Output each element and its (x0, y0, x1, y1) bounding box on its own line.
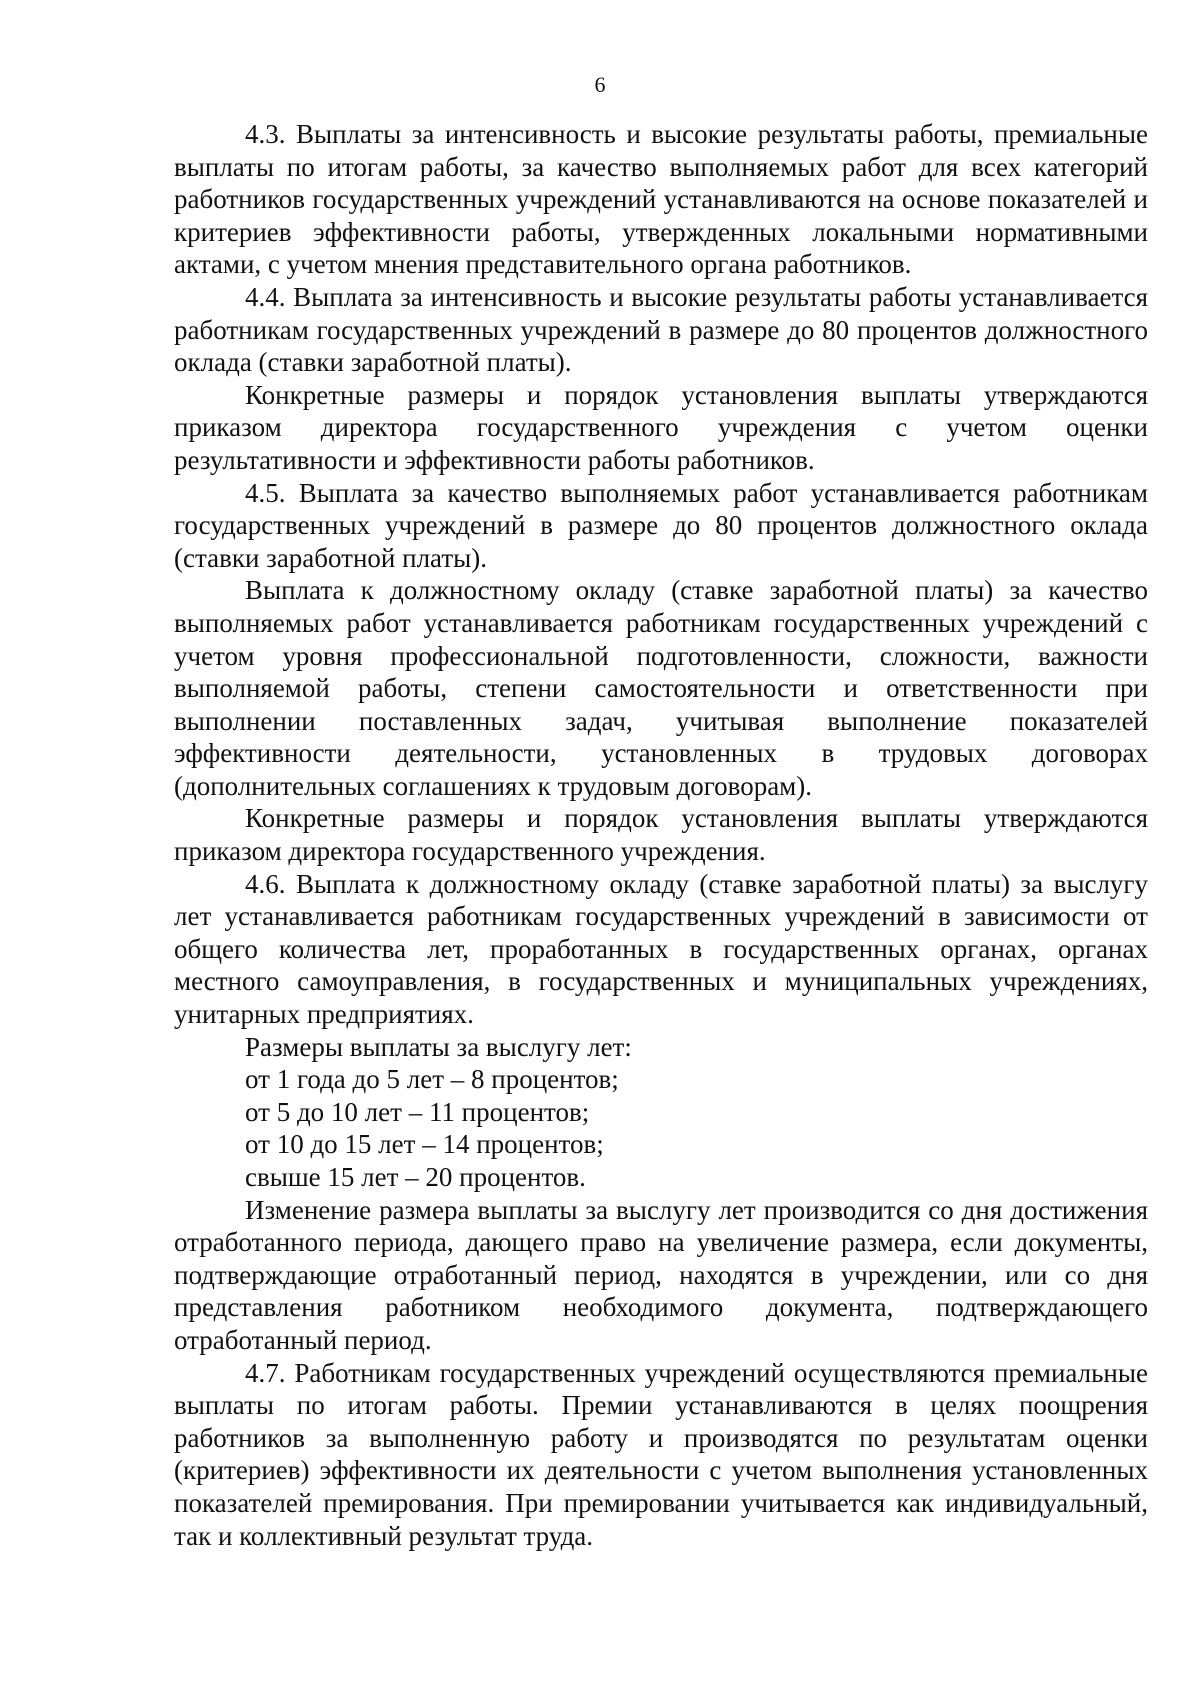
paragraph-4-5: 4.5. Выплата за качество выполняемых работ устанавливается работникам государственных учреждений в размере до 80 процентов должностного оклада (ставки заработной платы). (174, 477, 1148, 573)
seniority-rates-heading: Размеры выплаты за выслугу лет: (245, 1031, 632, 1062)
paragraph-4-3: 4.3. Выплаты за интенсивность и высокие результаты работы, премиальные выплаты по итогам работы, за качество выполняемых работ для всех категорий работников государственных учреждений устанавливаются на основе показателей и критериев эффективности работы, утвержденных локальными нормативными актами, с учетом мнения представительного органа работников. (174, 119, 1148, 280)
seniority-rate-item: от 5 до 10 лет – 11 процентов; (245, 1096, 590, 1127)
seniority-rate-item: от 1 года до 5 лет – 8 процентов; (245, 1064, 619, 1095)
paragraph-4-4-order: Конкретные размеры и порядок установления выплаты утверждаются приказом директора государственного учреждения с учетом оценки результативности и эффективности работы работников. (174, 379, 1148, 475)
seniority-rate-item: свыше 15 лет – 20 процентов. (245, 1162, 586, 1192)
seniority-rate-item: от 10 до 15 лет – 14 процентов; (245, 1129, 604, 1160)
paragraph-4-6-change: Изменение размера выплаты за выслугу лет производится со дня достижения отработанного периода, дающего право на увеличение размера, если документы, подтверждающие отработанный период, находятся в учреждении, или со дня представления работником необходимого документа, подтверждающего отработанный период. (174, 1194, 1148, 1355)
paragraph-4-5-quality: Выплата к должностному окладу (ставке заработной платы) за качество выполняемых работ устанавливается работникам государственных учреждений с учетом уровня профессиональной подготовленности, сложности, важности выполняемой работы, степени самостоятельности и ответственности при выполнении поставленных задач, учитывая выполнение показателей эффективности деятельности, установленных в трудовых договорах (дополнительных соглашениях к трудовым договорам). (174, 575, 1148, 801)
paragraph-4-4: 4.4. Выплата за интенсивность и высокие результаты работы устанавливается работникам государственных учреждений в размере до 80 процентов должностного оклада (ставки заработной платы). (174, 281, 1148, 378)
document-body (174, 118, 1148, 1552)
page-number: 6 (594, 72, 606, 97)
paragraph-4-6: 4.6. Выплата к должностному окладу (ставке заработной платы) за выслугу лет устанавливается работникам государственных учреждений в зависимости от общего количества лет, проработанных в государственных органах, органах местного самоуправления, в государственных и муниципальных учреждениях, унитарных предприятиях. (174, 868, 1148, 1030)
paragraph-4-5-order: Конкретные размеры и порядок установления выплаты утверждаются приказом директора государственного учреждения. (174, 803, 1148, 867)
paragraph-4-7: 4.7. Работникам государственных учреждений осуществляются премиальные выплаты по итогам работы. Премии устанавливаются в целях поощрения работников за выполненную работу и производятся по результатам оценки (критериев) эффективности их деятельности с учетом выполнения установленных показателей премирования. При премировании учитывается как индивидуальный, так и коллективный результат труда. (174, 1357, 1148, 1551)
